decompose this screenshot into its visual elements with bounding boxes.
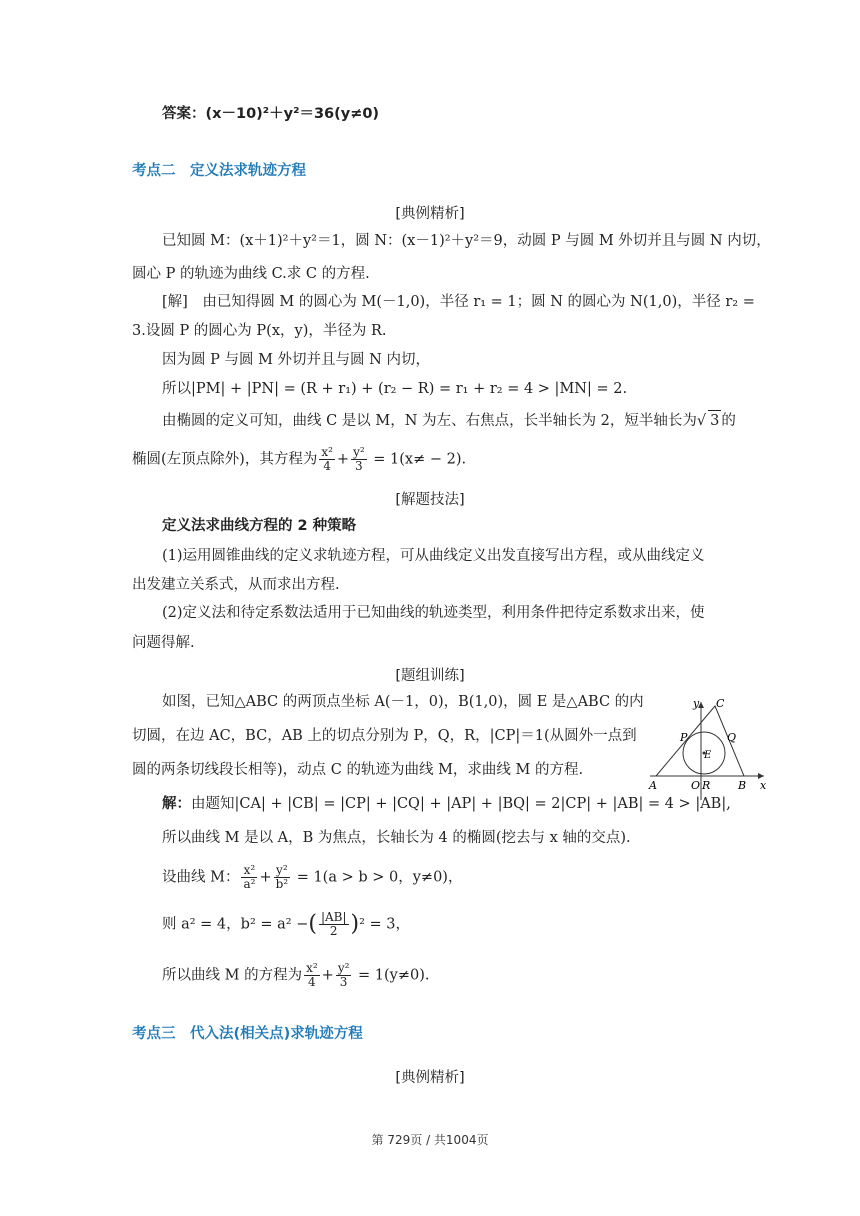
solution-line-1: [解] 由已知得圆 M 的圆心为 M(－1,0)，半径 r₁ = 1；圆 N 的圆心为 N(1,0)，半径 r₂ = [162,294,755,310]
solution-line-6-end: = 1(x≠ − 2). [368,451,467,468]
solution-line-5-text: 由椭圆的定义可知，曲线 C 是以 M，N 为左、右焦点，长半轴长为 2，短半轴长为 [162,413,697,429]
practice-line-2: 切圆，在边 AC，BC，AB 上的切点分别为 P，Q，R，|CP|＝1(从圆外一点到 [132,728,637,744]
answer-line-4: 则 a² = 4，b² = a² −( $\frac{|AB|}{2}$ )² = 3， [162,910,411,938]
practice-line-3: 圆的两条切线段长相等)，动点 C 的轨迹为曲线 M，求曲线 M 的方程. [132,762,584,778]
section-heading-2: 考点二 定义法求轨迹方程 [132,163,306,179]
solution-line-3: 因为圆 P 与圆 M 外切并且与圆 N 内切， [162,352,430,368]
answer-line-3-end: = 1(a > b > 0，y≠0)， [292,869,463,886]
fraction-x2-over-4: $\frac{\text{x²}}{4}$ [321,445,333,473]
problem-line-2: 圆心 P 的轨迹为曲线 C.求 C 的方程. [132,266,370,282]
sqrt-3: √ 3 [697,413,721,429]
label-p: P [680,731,688,744]
answer-line-1-text: 由题知|CA| + |CB| = |CP| + |CQ| + |AP| + |BQ| = 2|CP| + |AB| = 4 > |AB|, [191,796,731,812]
solution-line-5-end: 的 [721,413,736,429]
answer-line-5-text: 所以曲线 M 的方程为 [162,967,303,984]
fraction-ab-over-2: $\frac{|AB|}{2}$ [320,910,347,938]
problem-line-1: 已知圆 M：(x＋1)²＋y²＝1，圆 N：(x－1)²＋y²＝9，动圆 P 与圆 M 外切并且与圆 N 内切， [162,233,771,249]
example-label: [典例精析] [395,206,465,222]
label-x: x [760,779,767,792]
triangle-incircle-figure [646,698,770,806]
solution-line-6: 椭圆(左顶点除外)，其方程为 $\frac{\text{x²}}{4}$ + $\frac{\text{y²}}{3}$ = 1(x≠ − 2). [132,445,467,473]
answer-line-3: 设曲线 M： $\frac{\text{x²}}{\text{a²}}$ + $\frac{\text{y²}}{\text{b²}}$ = 1(a > b > 0，y≠0)， [162,863,463,891]
page-footer: 第 729页 / 共1004页 [371,1133,489,1147]
label-a: A [649,779,657,792]
label-e: E [704,750,712,761]
technique-1-line-2: 出发建立关系式，从而求出方程. [132,577,340,593]
practice-label: [题组训练] [395,668,465,684]
solution-line-2: 3.设圆 P 的圆心为 P(x，y)，半径为 R. [132,323,387,339]
fraction-y2-over-3: $\frac{\text{y²}}{3}$ [353,445,365,473]
label-q: Q [727,731,737,744]
technique-title: 定义法求曲线方程的 2 种策略 [162,518,357,534]
answer-line-5-end: = 1(y≠0). [353,967,430,984]
example-label-3: [典例精析] [395,1070,465,1086]
technique-2-line-2: 问题得解. [132,635,195,651]
label-y: y [693,698,700,710]
solution-line-6-text: 椭圆(左顶点除外)，其方程为 [132,451,318,468]
label-c: C [716,698,725,710]
answer-line-5: 所以曲线 M 的方程为 $\frac{\text{x²}}{4}$ + $\frac{\text{y²}}{3}$ = 1(y≠0). [162,961,430,989]
solution-line-4: 所以|PM| + |PN| = (R + r₁) + (r₂ − R) = r₁ + r₂ = 4 > |MN| = 2. [162,381,628,397]
fraction-x2-over-a2: $\frac{\text{x²}}{\text{a²}}$ [243,863,256,891]
fraction-x2-over-4b: $\frac{\text{x²}}{4}$ [306,961,318,989]
fraction-y2-over-3b: $\frac{\text{y²}}{3}$ [337,961,350,989]
fraction-y2-over-b2: $\frac{\text{y²}}{\text{b²}}$ [275,863,289,891]
answer-line-4-end: ² = 3， [359,916,411,933]
technique-label: [解题技法] [395,492,465,508]
practice-line-1: 如图，已知△ABC 的两顶点坐标 A(－1，0)，B(1,0)，圆 E 是△ABC 的内 [162,694,644,710]
label-o: O [691,779,701,792]
label-r: R [702,779,711,792]
answer-line-3-text: 设曲线 M： [162,869,240,886]
answer-label: 解： [162,796,191,812]
technique-2-line-1: (2)定义法和待定系数法适用于已知曲线的轨迹类型，利用条件把待定系数求出来，使 [162,605,705,621]
solution-line-5 [162,410,736,431]
answer-line-2: 所以曲线 M 是以 A，B 为焦点，长轴长为 4 的椭圆(挖去与 x 轴的交点). [162,830,631,846]
technique-1-line-1: (1)运用圆锥曲线的定义求轨迹方程，可从曲线定义出发直接写出方程，或从曲线定义 [162,548,705,564]
answer-line: 答案：(x－10)²＋y²＝36(y≠0) [162,106,380,122]
answer-line-4-text: 则 a² = 4，b² = a² − [162,916,309,933]
section-heading-3: 考点三 代入法(相关点)求轨迹方程 [132,1026,363,1042]
label-b: B [738,779,747,792]
